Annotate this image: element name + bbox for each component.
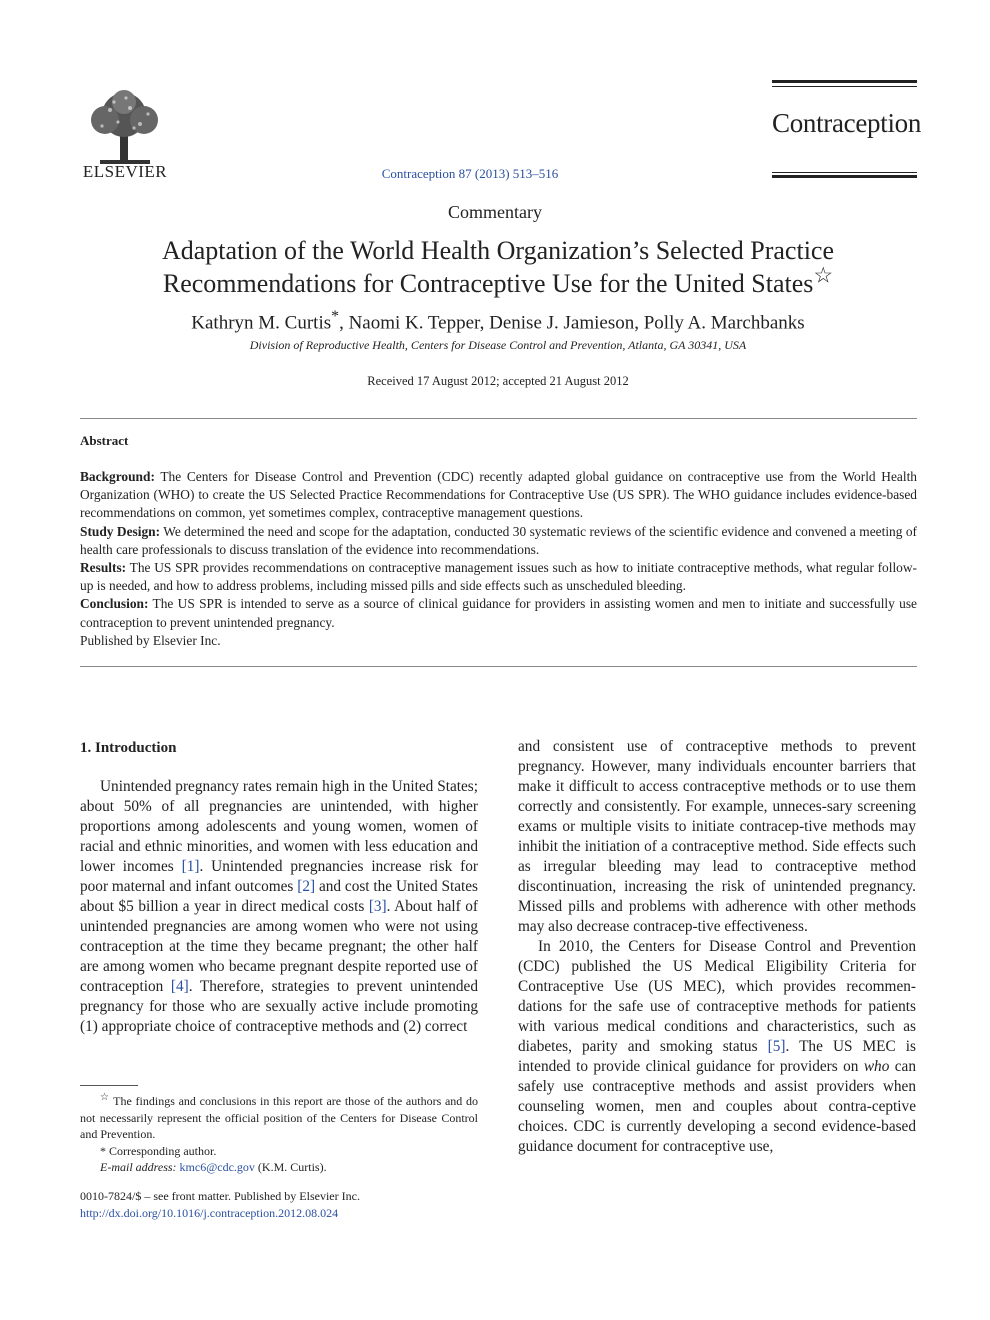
intro-paragraph-2	[518, 937, 916, 1157]
footnote-email	[80, 1159, 478, 1176]
journal-rule-top-thin	[772, 86, 917, 87]
left-column	[80, 738, 478, 1037]
abstract-rule-top	[80, 418, 917, 419]
p1-text-a: Unintended pregnancy rates remain high in the United States; about 50% of all pregnancies are unintended, with higher proportions among adolescents and young women, women of racial and ethnic minorities, and women with less education and lower incomes	[80, 778, 478, 875]
footnotes	[80, 1090, 478, 1176]
other-authors: , Naomi K. Tepper, Denise J. Jamieson, Polly A. Marchbanks	[339, 312, 805, 334]
p1-text-b: . Unintended pregnancies increase risk for poor maternal and infant outcomes	[80, 858, 478, 895]
publisher-name: ELSEVIER	[82, 162, 168, 181]
affiliation: Division of Reproductive Health, Centers for Disease Control and Prevention, Atlanta, GA 30341, USA	[249, 338, 747, 352]
corresponding-author-mark[interactable]: *	[331, 308, 340, 325]
front-matter-info	[80, 1188, 478, 1221]
results-label: Results:	[80, 560, 127, 576]
abstract-conclusion	[80, 595, 917, 631]
footnote-corresponding: * Corresponding author.	[100, 1143, 217, 1158]
background-label: Background:	[80, 469, 155, 484]
abstract-study-design	[80, 523, 917, 559]
design-text: We determined the need and scope for the adaptation, conducted 30 systematic reviews of the scientific evidence and convened a meeting of health care professionals to discuss translation of the evidence into recommendations.	[80, 523, 918, 557]
ref-4-link[interactable]: [4]	[170, 978, 189, 995]
article-title	[100, 234, 896, 300]
title-footnote-mark[interactable]: ☆	[813, 262, 834, 288]
conclusion-label: Conclusion:	[80, 596, 149, 612]
p1-text-e: . Therefore, strategies to prevent unintended pregnancy for those who are sexually active include promoting (1) appropriate choice of contraceptive methods and (2) correct	[80, 978, 478, 1035]
article-title-text: Adaptation of the World Health Organization’s Selected Practice Recommendations for Contraceptive Use for the United States	[161, 236, 834, 298]
results-text: The US SPR provides recommendations on contraceptive management issues such as how to initiate contraceptive methods, what regular follow-up is needed, and how to address problems, including missed pills and side effects such as unscheduled bleeding.	[80, 560, 917, 594]
disclaimer-text: The findings and conclusions in this report are those of the authors and do not necessarily represent the official position of the Centers for Disease Control and Prevention.	[80, 1094, 479, 1141]
ref-1-link[interactable]: [1]	[181, 858, 200, 875]
ref-2-link[interactable]: [2]	[297, 878, 316, 895]
background-text: The Centers for Disease Control and Prevention (CDC) recently adapted global guidance on contraceptive use from the World Health Organization (WHO) to create the US Selected Practice Recommendations for Contraceptive Use (US SPR). The WHO guidance includes evidence-based recommendations on common, yet sometimes complex, contraceptive management questions.	[80, 469, 917, 521]
doi-link[interactable]: http://dx.doi.org/10.1016/j.contraception.2012.08.024	[80, 1205, 339, 1220]
abstract-rule-bottom	[80, 666, 917, 667]
intro-paragraph-1-continued: and consistent use of contraceptive methods to prevent pregnancy. However, many individuals encounter barriers that make it difficult to access contraceptive methods or to use them correctly and consistently. For example, unneces-sary screening exams or multiple visits to initiate contracep-tive methods may inhibit the initiation of a contraceptive method. Side effects such as irregular bleeding may lead to contraceptive method discontinuation, increasing the risk of unintended pregnancy. Missed pills and problems with adherence with other methods may also decrease contracep-tive effectiveness.	[518, 738, 916, 935]
p1-text-c: and cost the United States about $5 billion a year in direct medical costs	[80, 878, 478, 915]
p2-who-italic: who	[863, 1058, 890, 1075]
p2-text-b: . The US MEC is intended to provide clinical guidance for providers on	[518, 1038, 916, 1075]
journal-rule-bottom-thin	[772, 172, 917, 173]
abstract-body	[80, 468, 917, 650]
abstract-published: Published by Elsevier Inc.	[80, 632, 221, 648]
footnote-rule	[80, 1085, 138, 1086]
journal-name: Contraception	[772, 108, 922, 138]
ref-5-link[interactable]: [5]	[767, 1038, 786, 1055]
design-label: Study Design:	[80, 523, 161, 539]
ref-3-link[interactable]: [3]	[368, 898, 387, 915]
email-link[interactable]: kmc6@cdc.gov	[179, 1160, 255, 1174]
section-heading-introduction: 1. Introduction	[80, 740, 177, 756]
footnote-disclaimer	[80, 1090, 478, 1143]
p2-text-a: In 2010, the Centers for Disease Control and Prevention (CDC) published the US Medical Eligibility Criteria for Contraceptive Use (US MEC), which provides recommen-dations for the safe use of contraceptive methods for patients with various medical conditions and characteristics, such as diabetes, parity and smoking status	[518, 938, 916, 1055]
journal-citation-link[interactable]: Contraception 87 (2013) 513–516	[381, 166, 559, 181]
journal-rule-top	[772, 80, 917, 83]
right-column	[518, 737, 916, 1157]
abstract-background	[80, 468, 917, 523]
author-curtis: Kathryn M. Curtis	[191, 312, 332, 334]
p1-text-d: . About half of unintended pregnancies are among women who were not using contraception at the time they became pregnant; the other half are among women who became pregnant despite reported use of contraception	[80, 898, 478, 995]
journal-rule-bottom	[772, 175, 917, 178]
abstract-heading: Abstract	[80, 433, 129, 448]
conclusion-text: The US SPR is intended to serve as a source of clinical guidance for providers in assisting women and men to initiate and successfully use contraception to prevent unintended pregnancy.	[80, 596, 917, 630]
author-list	[100, 308, 896, 334]
abstract-results	[80, 559, 917, 595]
email-label: E-mail address:	[100, 1160, 177, 1174]
email-suffix: (K.M. Curtis).	[254, 1160, 327, 1174]
footnote-star: ☆	[100, 1092, 110, 1103]
received-dates: Received 17 August 2012; accepted 21 August 2012	[367, 374, 629, 388]
p2-text-c: can safely use contraceptive methods and assist providers when counseling women, men and couples about contra-ceptive choices. CDC is currently developing a second evidence-based guidance document for contraceptive use,	[518, 1058, 916, 1155]
article-type: Commentary	[448, 202, 542, 222]
intro-paragraph-1	[80, 777, 478, 1037]
issn-line: 0010-7824/$ – see front matter. Published by Elsevier Inc.	[80, 1189, 360, 1203]
